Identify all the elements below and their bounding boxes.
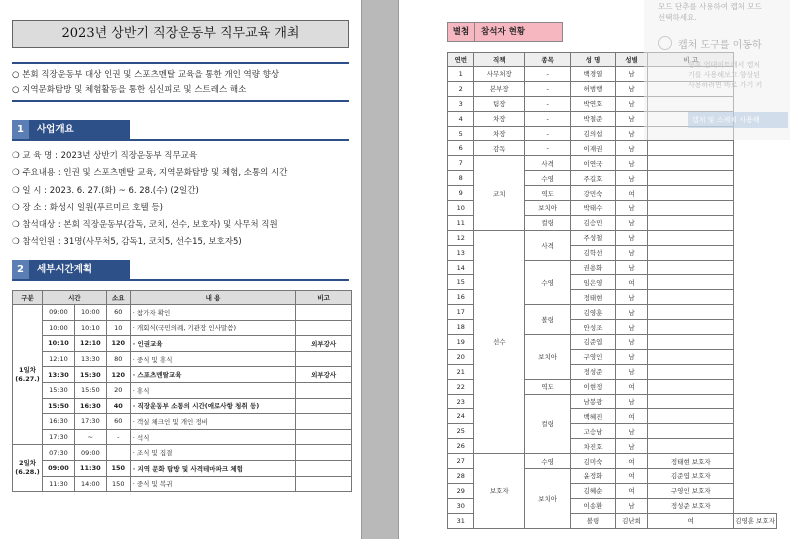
doc-title: 2023년 상반기 직장운동부 직무교육 개최 — [12, 20, 349, 48]
participant-row — [448, 230, 777, 245]
participant-cell — [648, 290, 734, 305]
participant-cell: 차진호 — [571, 439, 616, 454]
schedule-dur-cell: 60 — [106, 414, 130, 430]
schedule-dur-cell: 60 — [106, 305, 130, 321]
appendix-tag — [447, 22, 563, 42]
participant-cell: 컬링 — [525, 215, 571, 230]
schedule-start-cell: 09:00 — [42, 305, 74, 321]
schedule-end-cell: 12:10 — [74, 336, 106, 352]
participant-cell: 볼링 — [525, 305, 571, 335]
participant-cell: 박태수 — [571, 201, 616, 216]
schedule-end-cell: 11:30 — [74, 460, 106, 476]
open-snip-sketch-button[interactable]: 캡처 및 스케치 사용해 — [688, 112, 788, 128]
schedule-end-cell: 16:30 — [74, 398, 106, 414]
section-divider — [12, 139, 349, 141]
participant-cell: 역도 — [525, 186, 571, 201]
schedule-day-cell: 1일차 (6.27.) — [13, 305, 43, 445]
schedule-content-cell: · 인권교육 — [130, 336, 296, 352]
overview-item: ❍ 장 소 : 화성시 일원(푸르미르 호텔 등) — [12, 202, 163, 213]
participant-cell — [648, 215, 734, 230]
participant-cell — [648, 439, 734, 454]
schedule-dur-cell: 120 — [106, 367, 130, 383]
participant-cell — [648, 379, 734, 394]
participant-cell: 김학선 — [571, 245, 616, 260]
appendix-title: 참석자 현황 — [474, 23, 562, 41]
participant-cell: 19 — [448, 335, 474, 350]
participant-cell: 4 — [448, 111, 474, 126]
participant-cell: 코치 — [474, 156, 525, 230]
summary-box — [12, 62, 349, 102]
participant-cell: 수영 — [525, 171, 571, 186]
schedule-dur-cell: 150 — [106, 476, 130, 492]
schedule-row — [13, 336, 352, 352]
schedule-row — [13, 460, 352, 476]
participant-cell: 남 — [615, 498, 648, 513]
participant-cell: 주길호 — [571, 171, 616, 186]
participant-cell: 본부장 — [474, 81, 525, 96]
header-cell: 내 용 — [130, 291, 296, 305]
participant-cell: 11 — [448, 215, 474, 230]
snipping-tool-notification[interactable] — [644, 0, 790, 140]
participant-cell: 여 — [615, 186, 648, 201]
section-number: 1 — [12, 120, 29, 139]
header-cell: 비고 — [296, 291, 352, 305]
schedule-row — [13, 367, 352, 383]
participant-cell: 백혜진 — [571, 409, 616, 424]
participant-cell: 27 — [448, 454, 474, 469]
participant-cell: 남 — [615, 424, 648, 439]
participant-cell: 김준엽 — [571, 335, 616, 350]
participant-cell: 남 — [615, 171, 648, 186]
participant-cell: 구영인 — [571, 349, 616, 364]
participant-cell: 18 — [448, 320, 474, 335]
summary-line: ○ 지역문화탐방 및 체험활동을 통한 심신피로 및 스트레스 해소 — [12, 85, 247, 95]
participant-cell: 강민숙 — [571, 186, 616, 201]
participant-cell: 26 — [448, 439, 474, 454]
schedule-content-cell: · 개회식(국민의례, 기관장 인사말씀) — [130, 320, 296, 336]
participant-cell: 남 — [615, 364, 648, 379]
participant-cell — [648, 260, 734, 275]
participant-row — [448, 454, 777, 469]
participant-cell: 남 — [615, 96, 648, 111]
notification-line: 선택하세요. — [658, 13, 697, 22]
participant-cell: - — [525, 81, 571, 96]
participant-cell — [648, 156, 734, 171]
participant-cell: 역도 — [525, 379, 571, 394]
schedule-start-cell: 15:50 — [42, 398, 74, 414]
schedule-dur-cell: - — [106, 429, 130, 445]
participant-cell: 남 — [615, 439, 648, 454]
participant-cell: 보치아 — [525, 335, 571, 380]
participant-cell: 이연국 — [571, 156, 616, 171]
participant-cell: 수영 — [525, 260, 571, 305]
participant-cell: 임은영 — [571, 275, 616, 290]
schedule-row — [13, 382, 352, 398]
participant-cell: 남 — [615, 81, 648, 96]
participant-cell — [648, 409, 734, 424]
section-label: 사업개요 — [29, 120, 130, 139]
participant-cell: 선수 — [474, 230, 525, 453]
notification-line: 향후 업데이트에서 캡처 — [688, 61, 761, 69]
participant-cell: - — [525, 96, 571, 111]
participant-cell: 박철준 — [571, 111, 616, 126]
overview-item: ❍ 일 시 : 2023. 6. 27.(화) ~ 6. 28.(수) (2일간) — [12, 185, 199, 196]
participant-cell — [648, 320, 734, 335]
overview-list — [12, 148, 357, 252]
participant-cell: 김의섭 — [571, 126, 616, 141]
schedule-note-cell — [296, 351, 352, 367]
schedule-content-cell: · 중식 및 휴식 — [130, 351, 296, 367]
participant-cell: 남 — [615, 67, 648, 82]
participant-cell: 17 — [448, 305, 474, 320]
participant-cell — [648, 349, 734, 364]
schedule-row — [13, 476, 352, 492]
participant-cell: 수영 — [525, 454, 571, 469]
participant-cell: 남 — [615, 141, 648, 156]
participant-cell: 정태현 보호자 — [648, 454, 734, 469]
participant-cell: 남 — [615, 349, 648, 364]
participant-cell: 남 — [615, 215, 648, 230]
participant-cell: 주성철 — [571, 230, 616, 245]
participant-cell: 남 — [615, 111, 648, 126]
schedule-dur-cell: 120 — [106, 336, 130, 352]
participant-cell: 9 — [448, 186, 474, 201]
schedule-content-cell: · 지역 문화 탐방 및 사격테마파크 체험 — [130, 460, 296, 476]
overview-item: ❍ 참석대상 : 본회 직장운동부(감독, 코치, 선수, 보호자) 및 사무처 직원 — [12, 220, 278, 231]
participant-cell: 김준엽 보호자 — [648, 469, 734, 484]
header-cell: 직책 — [474, 53, 525, 67]
participant-cell: 1 — [448, 67, 474, 82]
participant-cell: 남 — [615, 126, 648, 141]
participant-cell — [648, 230, 734, 245]
participant-cell: 여 — [615, 469, 648, 484]
participant-cell — [648, 394, 734, 409]
schedule-start-cell: 07:30 — [42, 445, 74, 461]
participant-cell: 사격 — [525, 156, 571, 171]
header-cell: 연번 — [448, 53, 474, 67]
participant-cell: 여 — [615, 379, 648, 394]
participant-cell: 이재권 — [571, 141, 616, 156]
notification-text — [658, 1, 762, 23]
participant-cell — [648, 245, 734, 260]
summary-line: ○ 본회 직장운동부 대상 인권 및 스포츠멘탈 교육을 통한 개인 역량 향상 — [12, 70, 280, 80]
schedule-note-cell — [296, 305, 352, 321]
schedule-table — [12, 290, 352, 492]
section-heading-schedule — [12, 260, 130, 279]
participant-cell: 21 — [448, 364, 474, 379]
participant-cell: 2 — [448, 81, 474, 96]
schedule-note-cell — [296, 460, 352, 476]
participant-cell: 13 — [448, 245, 474, 260]
participant-cell: 15 — [448, 275, 474, 290]
participant-cell — [648, 335, 734, 350]
participant-cell: 30 — [448, 498, 474, 513]
participant-cell: 감독 — [474, 141, 525, 156]
overview-item: ❍ 주요내용 : 인권 및 스포츠멘탈 교육, 지역문화탐방 및 체험, 소통의 시간 — [12, 168, 288, 179]
participant-cell: 고승남 — [571, 424, 616, 439]
participant-cell: 남봉광 — [571, 394, 616, 409]
participant-cell: 허범행 — [571, 81, 616, 96]
schedule-content-cell: · 조식 및 집결 — [130, 445, 296, 461]
schedule-end-cell: 17:30 — [74, 414, 106, 430]
schedule-content-cell: · 중식 및 복귀 — [130, 476, 296, 492]
schedule-row — [13, 429, 352, 445]
participant-cell: 차장 — [474, 126, 525, 141]
snipping-tool-icon — [658, 36, 672, 50]
schedule-note-cell — [296, 445, 352, 461]
overview-item: ❍ 참석인원 : 31명(사무처5, 감독1, 코치5, 선수15, 보호자5) — [12, 237, 242, 248]
schedule-note-cell: 외부강사 — [296, 367, 352, 383]
participant-cell: 남 — [615, 245, 648, 260]
participant-cell — [648, 141, 734, 156]
participant-cell: 22 — [448, 379, 474, 394]
schedule-content-cell: · 참가자 확인 — [130, 305, 296, 321]
schedule-row — [13, 414, 352, 430]
header-cell: 소요 — [106, 291, 130, 305]
participant-cell: 박연호 — [571, 96, 616, 111]
participant-cell: 남 — [615, 394, 648, 409]
participant-cell — [648, 424, 734, 439]
schedule-note-cell — [296, 320, 352, 336]
participant-cell: 여 — [648, 513, 734, 528]
schedule-content-cell: · 휴식 — [130, 382, 296, 398]
schedule-end-cell: 15:30 — [74, 367, 106, 383]
participant-cell: 여 — [615, 275, 648, 290]
participant-cell: 권용화 — [571, 260, 616, 275]
schedule-start-cell: 15:30 — [42, 382, 74, 398]
participant-cell: 팀장 — [474, 96, 525, 111]
overview-item: ❍ 교 육 명 : 2023년 상반기 직장운동부 직무교육 — [12, 151, 198, 161]
schedule-dur-cell: 150 — [106, 460, 130, 476]
schedule-row — [13, 398, 352, 414]
participant-cell: 25 — [448, 424, 474, 439]
schedule-row — [13, 305, 352, 321]
participant-cell — [648, 186, 734, 201]
participant-cell: 20 — [448, 349, 474, 364]
participant-cell: 백경열 — [571, 67, 616, 82]
participant-cell: - — [525, 141, 571, 156]
participant-cell: 남 — [615, 260, 648, 275]
schedule-row — [13, 351, 352, 367]
section-label: 세부시간계획 — [29, 260, 130, 279]
schedule-content-cell: · 스포츠멘탈교육 — [130, 367, 296, 383]
schedule-note-cell — [296, 414, 352, 430]
participant-cell: 3 — [448, 96, 474, 111]
participant-cell: 사격 — [525, 230, 571, 260]
participant-cell: 31 — [448, 513, 474, 528]
participant-cell — [648, 305, 734, 320]
schedule-end-cell: 10:00 — [74, 305, 106, 321]
participant-cell: 28 — [448, 469, 474, 484]
participant-cell — [648, 364, 734, 379]
participant-cell: 구영인 보호자 — [648, 483, 734, 498]
schedule-note-cell: 외부강사 — [296, 336, 352, 352]
header-cell: 구분 — [13, 291, 43, 305]
participant-cell — [648, 171, 734, 186]
participant-cell: 여 — [615, 454, 648, 469]
participant-cell: 23 — [448, 394, 474, 409]
participant-cell: 정태현 — [571, 290, 616, 305]
participant-cell: - — [525, 67, 571, 82]
schedule-note-cell — [296, 382, 352, 398]
schedule-end-cell: 10:10 — [74, 320, 106, 336]
participant-cell: 여 — [615, 483, 648, 498]
participant-cell: 볼링 — [571, 513, 616, 528]
section-heading-overview — [12, 120, 130, 139]
schedule-start-cell: 17:30 — [42, 429, 74, 445]
notification-line: 모드 단추를 사용하여 캡처 모드 — [658, 2, 762, 11]
participant-cell: 사무처장 — [474, 67, 525, 82]
participant-cell: 8 — [448, 171, 474, 186]
participant-cell: 남 — [615, 290, 648, 305]
participant-cell: 14 — [448, 260, 474, 275]
participant-row — [448, 141, 777, 156]
schedule-dur-cell — [106, 445, 130, 461]
participant-cell: 보호자 — [474, 454, 525, 528]
schedule-start-cell: 09:00 — [42, 460, 74, 476]
schedule-dur-cell: 80 — [106, 351, 130, 367]
section-number: 2 — [12, 260, 29, 279]
schedule-end-cell: 13:30 — [74, 351, 106, 367]
schedule-end-cell: 09:00 — [74, 445, 106, 461]
schedule-content-cell: · 석식 — [130, 429, 296, 445]
schedule-header-row — [13, 291, 352, 305]
participant-cell: 7 — [448, 156, 474, 171]
schedule-start-cell: 13:30 — [42, 367, 74, 383]
participant-cell: 김영훈 — [571, 305, 616, 320]
schedule-note-cell — [296, 476, 352, 492]
schedule-end-cell: 15:50 — [74, 382, 106, 398]
participant-cell: 여 — [615, 409, 648, 424]
appendix-label: 별첨 — [448, 23, 474, 41]
participant-cell: 김난희 — [615, 513, 648, 528]
schedule-start-cell: 10:00 — [42, 320, 74, 336]
participant-cell: 남 — [615, 201, 648, 216]
schedule-content-cell: · 객실 체크인 및 개인 정비 — [130, 414, 296, 430]
schedule-row — [13, 320, 352, 336]
participant-cell: 남 — [615, 320, 648, 335]
participant-row — [448, 156, 777, 171]
participant-cell: 5 — [448, 126, 474, 141]
schedule-row — [13, 445, 352, 461]
notification-body — [688, 60, 762, 90]
schedule-start-cell: 11:30 — [42, 476, 74, 492]
participant-cell: 12 — [448, 230, 474, 245]
notification-line: 사용하려면 바로 가기 키 — [688, 81, 763, 89]
participant-cell: 29 — [448, 483, 474, 498]
participant-cell: 이현정 — [571, 379, 616, 394]
participant-cell: 차장 — [474, 111, 525, 126]
schedule-day-cell: 2일차 (6.28.) — [13, 445, 43, 492]
participant-cell — [648, 275, 734, 290]
schedule-dur-cell: 40 — [106, 398, 130, 414]
participant-cell: 남 — [615, 305, 648, 320]
schedule-content-cell: · 직장운동부 소통의 시간(애로사항 청취 등) — [130, 398, 296, 414]
participant-cell: 이송환 — [571, 498, 616, 513]
schedule-end-cell: 14:00 — [74, 476, 106, 492]
participant-cell: 안성조 — [571, 320, 616, 335]
participant-cell: 보치아 — [525, 469, 571, 529]
header-cell: 종목 — [525, 53, 571, 67]
notification-heading: 캡처 도구를 이동하 — [678, 40, 762, 51]
participant-cell: - — [525, 126, 571, 141]
participant-cell: 정성준 보호자 — [648, 498, 734, 513]
participant-cell: 남 — [615, 230, 648, 245]
schedule-dur-cell: 10 — [106, 320, 130, 336]
document-page-left — [0, 0, 362, 539]
schedule-note-cell — [296, 429, 352, 445]
header-cell: 시간 — [42, 291, 106, 305]
schedule-start-cell: 12:10 — [42, 351, 74, 367]
header-cell: 성별 — [615, 53, 648, 67]
participant-cell: 김미숙 — [571, 454, 616, 469]
participant-cell: 남 — [615, 335, 648, 350]
notification-line: 기를 사용해보고 향상된 — [688, 71, 761, 79]
participant-cell: 김승민 — [571, 215, 616, 230]
schedule-note-cell — [296, 398, 352, 414]
participant-cell: 6 — [448, 141, 474, 156]
schedule-dur-cell: 20 — [106, 382, 130, 398]
section-divider — [12, 279, 349, 281]
participant-cell: 남 — [615, 156, 648, 171]
schedule-start-cell: 16:30 — [42, 414, 74, 430]
header-cell: 성 명 — [571, 53, 616, 67]
participant-cell: 김혜순 — [571, 483, 616, 498]
schedule-end-cell: ~ — [74, 429, 106, 445]
participant-cell: 10 — [448, 201, 474, 216]
participant-cell: 24 — [448, 409, 474, 424]
participant-cell: 정성준 — [571, 364, 616, 379]
participant-cell: 보치아 — [525, 201, 571, 216]
participant-cell: 컬링 — [525, 394, 571, 454]
participant-cell: 16 — [448, 290, 474, 305]
participant-cell — [648, 201, 734, 216]
participant-cell: 윤정화 — [571, 469, 616, 484]
participant-cell: - — [525, 111, 571, 126]
schedule-start-cell: 10:10 — [42, 336, 74, 352]
participant-cell: 김영훈 보호자 — [734, 513, 777, 528]
